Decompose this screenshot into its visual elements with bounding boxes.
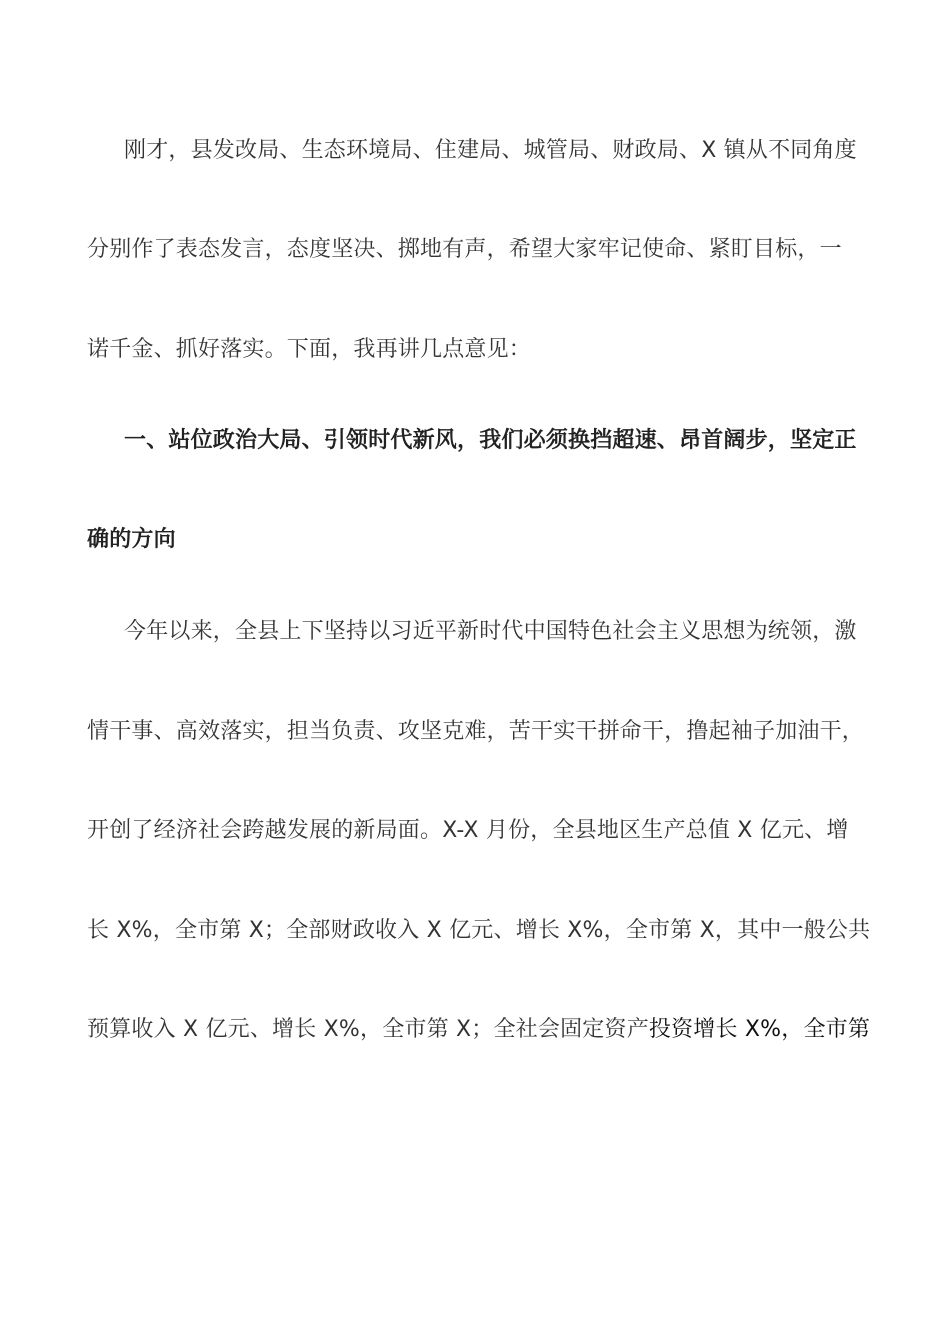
paragraph-2-line-5-text: 预算收入 X 亿元、增长 X%，全市第 X；全社会固定资产 [87,1017,649,1042]
paragraph-1-line-1: 刚才，县发改局、生态环境局、住建局、城管局、财政局、X 镇从不同角度 [124,138,857,163]
paragraph-2-line-5-text-continued: 投资增长 X%，全市第 [648,1017,871,1042]
section-heading-line-1: 一、站位政治大局、引领时代新风，我们必须换挡超速、昂首阔步，坚定正 [124,428,857,453]
paragraph-2-line-2: 情干事、高效落实，担当负责、攻坚克难，苦干实干拼命干，撸起袖子加油干， [87,719,865,744]
paragraph-2-line-1: 今年以来，全县上下坚持以习近平新时代中国特色社会主义思想为统领，激 [124,619,857,644]
section-heading-line-2: 确的方向 [87,527,176,552]
paragraph-2-line-4: 长 X%，全市第 X；全部财政收入 X 亿元、增长 X%，全市第 X，其中一般公共 [87,918,871,943]
paragraph-2-line-3: 开创了经济社会跨越发展的新局面。X-X 月份，全县地区生产总值 X 亿元、增 [87,818,849,843]
paragraph-1-line-3: 诺千金、抓好落实。下面，我再讲几点意见： [87,337,532,362]
paragraph-1-line-2: 分别作了表态发言，态度坚决、掷地有声，希望大家牢记使命、紧盯目标，一 [87,237,842,262]
paragraph-2-line-5 [87,1010,877,1050]
